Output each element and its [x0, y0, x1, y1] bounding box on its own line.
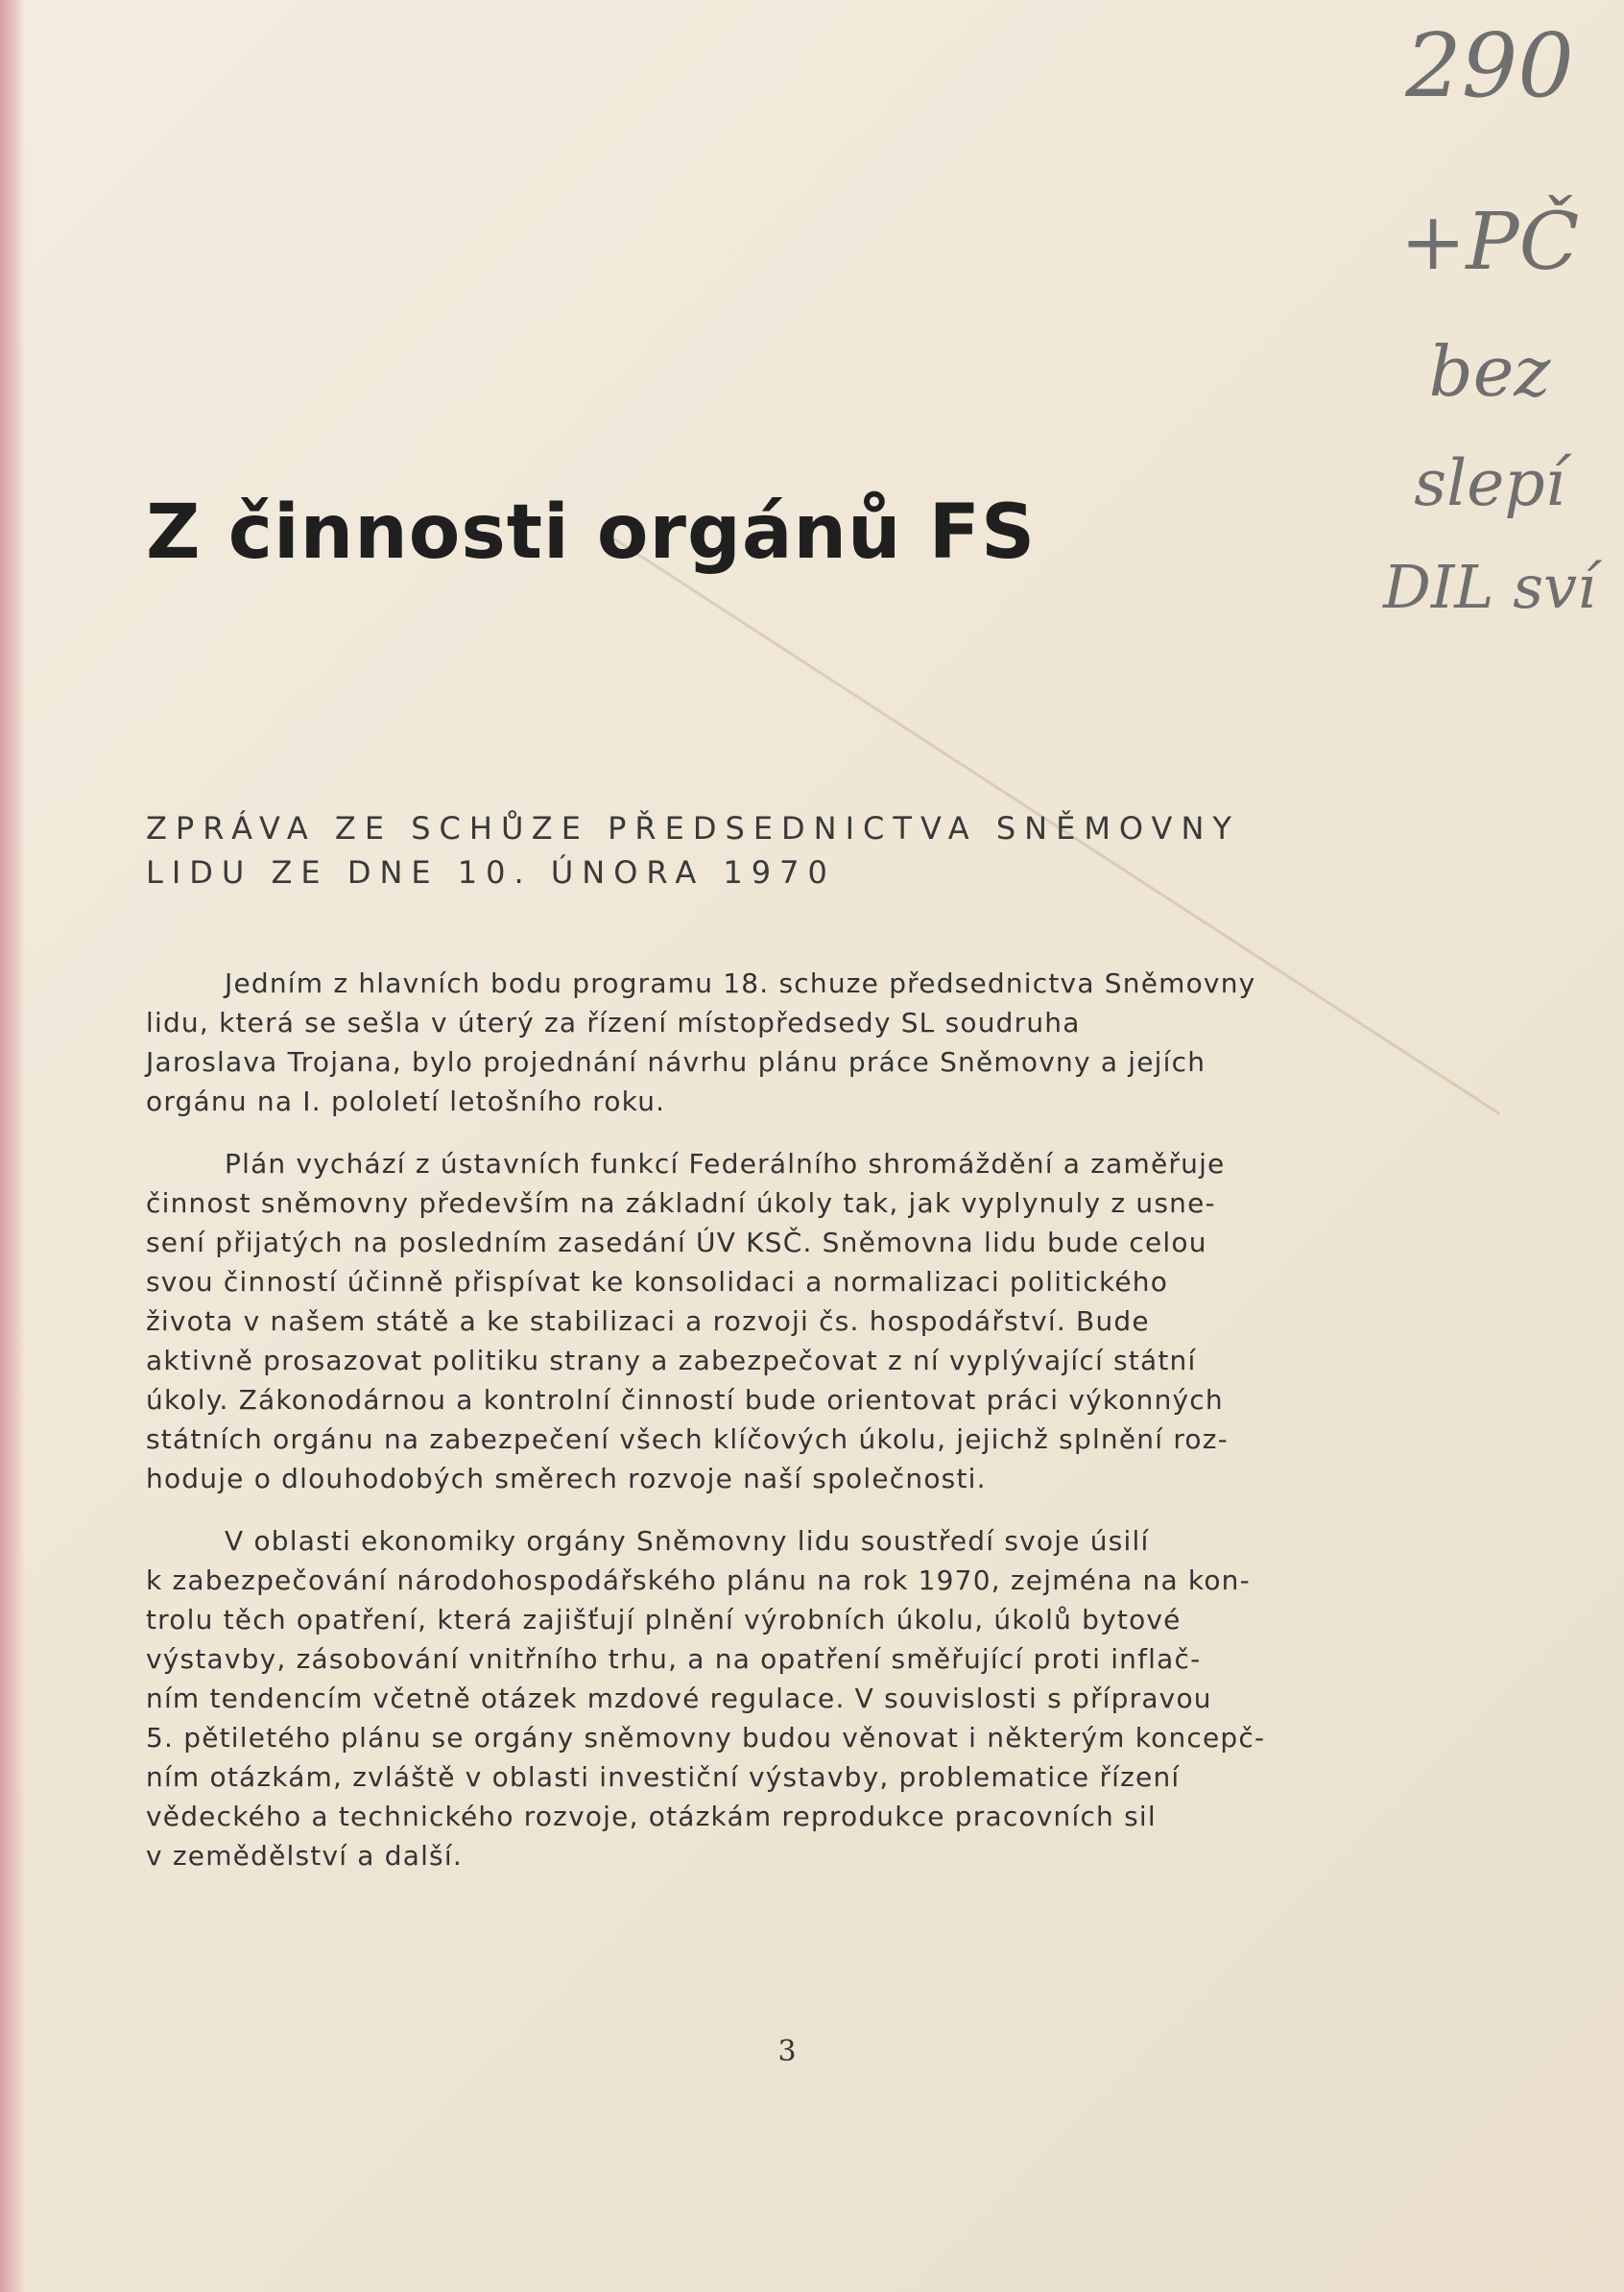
- handwritten-note: bez: [1428, 331, 1551, 412]
- text-line: 5. pětiletého plánu se orgány sněmovny budou věnovat i některým koncepč-: [146, 1722, 1266, 1754]
- text-line: Jaroslava Trojana, bylo projednání návrhu plánu práce Sněmovny a jejích: [146, 1046, 1206, 1078]
- text-line: v zemědělství a další.: [146, 1840, 463, 1872]
- text-line: Plán vychází z ústavních funkcí Federálního shromáždění a zaměřuje: [225, 1148, 1226, 1180]
- text-line: hoduje o dlouhodobých směrech rozvoje naší společnosti.: [146, 1463, 987, 1494]
- handwritten-note: DIL sví: [1383, 552, 1596, 622]
- text-line: Jedním z hlavních bodu programu 18. schuze předsednictva Sněmovny: [225, 967, 1256, 999]
- page-number: 3: [777, 2035, 797, 2068]
- text-line: života v našem státě a ke stabilizaci a rozvoji čs. hospodářství. Bude: [146, 1305, 1150, 1337]
- paragraph: [146, 1521, 1390, 1875]
- text-line: aktivně prosazovat politiku strany a zabezpečovat z ní vyplývající státní: [146, 1345, 1197, 1376]
- text-line: svou činností účinně přispívat ke konsolidaci a normalizaci politického: [146, 1266, 1169, 1298]
- page-title: Z činnosti orgánů FS: [146, 489, 1037, 576]
- handwritten-note: 290: [1405, 14, 1574, 117]
- text-line: úkoly. Zákonodárnou a kontrolní činností bude orientovat práci výkonných: [146, 1384, 1224, 1416]
- text-line: V oblasti ekonomiky orgány Sněmovny lidu soustředí svoje úsilí: [225, 1525, 1150, 1557]
- text-line: vědeckého a technického rozvoje, otázkám reprodukce pracovních sil: [146, 1801, 1157, 1832]
- text-line: lidu, která se sešla v úterý za řízení místopředsedy SL soudruha: [146, 1007, 1081, 1039]
- text-line: výstavby, zásobování vnitřního trhu, a na opatření směřující proti inflač-: [146, 1643, 1202, 1675]
- handwritten-note: +PČ: [1399, 197, 1580, 288]
- page-edge-stain: [0, 0, 25, 2292]
- subheading-line: LIDU ZE DNE 10. ÚNORA 1970: [146, 854, 836, 891]
- text-line: orgánu na I. pololetí letošního roku.: [146, 1086, 666, 1117]
- text-line: sení přijatých na posledním zasedání ÚV KSČ. Sněmovna lidu bude celou: [146, 1227, 1207, 1258]
- body-text: [146, 964, 1390, 1898]
- subheading-line: ZPRÁVA ZE SCHŮZE PŘEDSEDNICTVA SNĚMOVNY: [146, 810, 1240, 847]
- text-line: ním tendencím včetně otázek mzdové regulace. V souvislosti s přípravou: [146, 1683, 1212, 1714]
- handwritten-annotations: [1365, 14, 1614, 667]
- paragraph: [146, 1144, 1390, 1498]
- paragraph: [146, 964, 1390, 1121]
- text-line: státních orgánu na zabezpečení všech klíčových úkolu, jejichž splnění roz-: [146, 1423, 1229, 1455]
- text-line: trolu těch opatření, která zajišťují plnění výrobních úkolu, úkolů bytové: [146, 1604, 1182, 1635]
- handwritten-note: slepí: [1414, 446, 1565, 520]
- text-line: k zabezpečování národohospodářského plánu na rok 1970, zejména na kon-: [146, 1564, 1251, 1596]
- text-line: ním otázkám, zvláště v oblasti investiční výstavby, problematice řízení: [146, 1761, 1181, 1793]
- report-subheading: [146, 806, 1394, 895]
- text-line: činnost sněmovny především na základní úkoly tak, jak vyplynuly z usne-: [146, 1187, 1216, 1219]
